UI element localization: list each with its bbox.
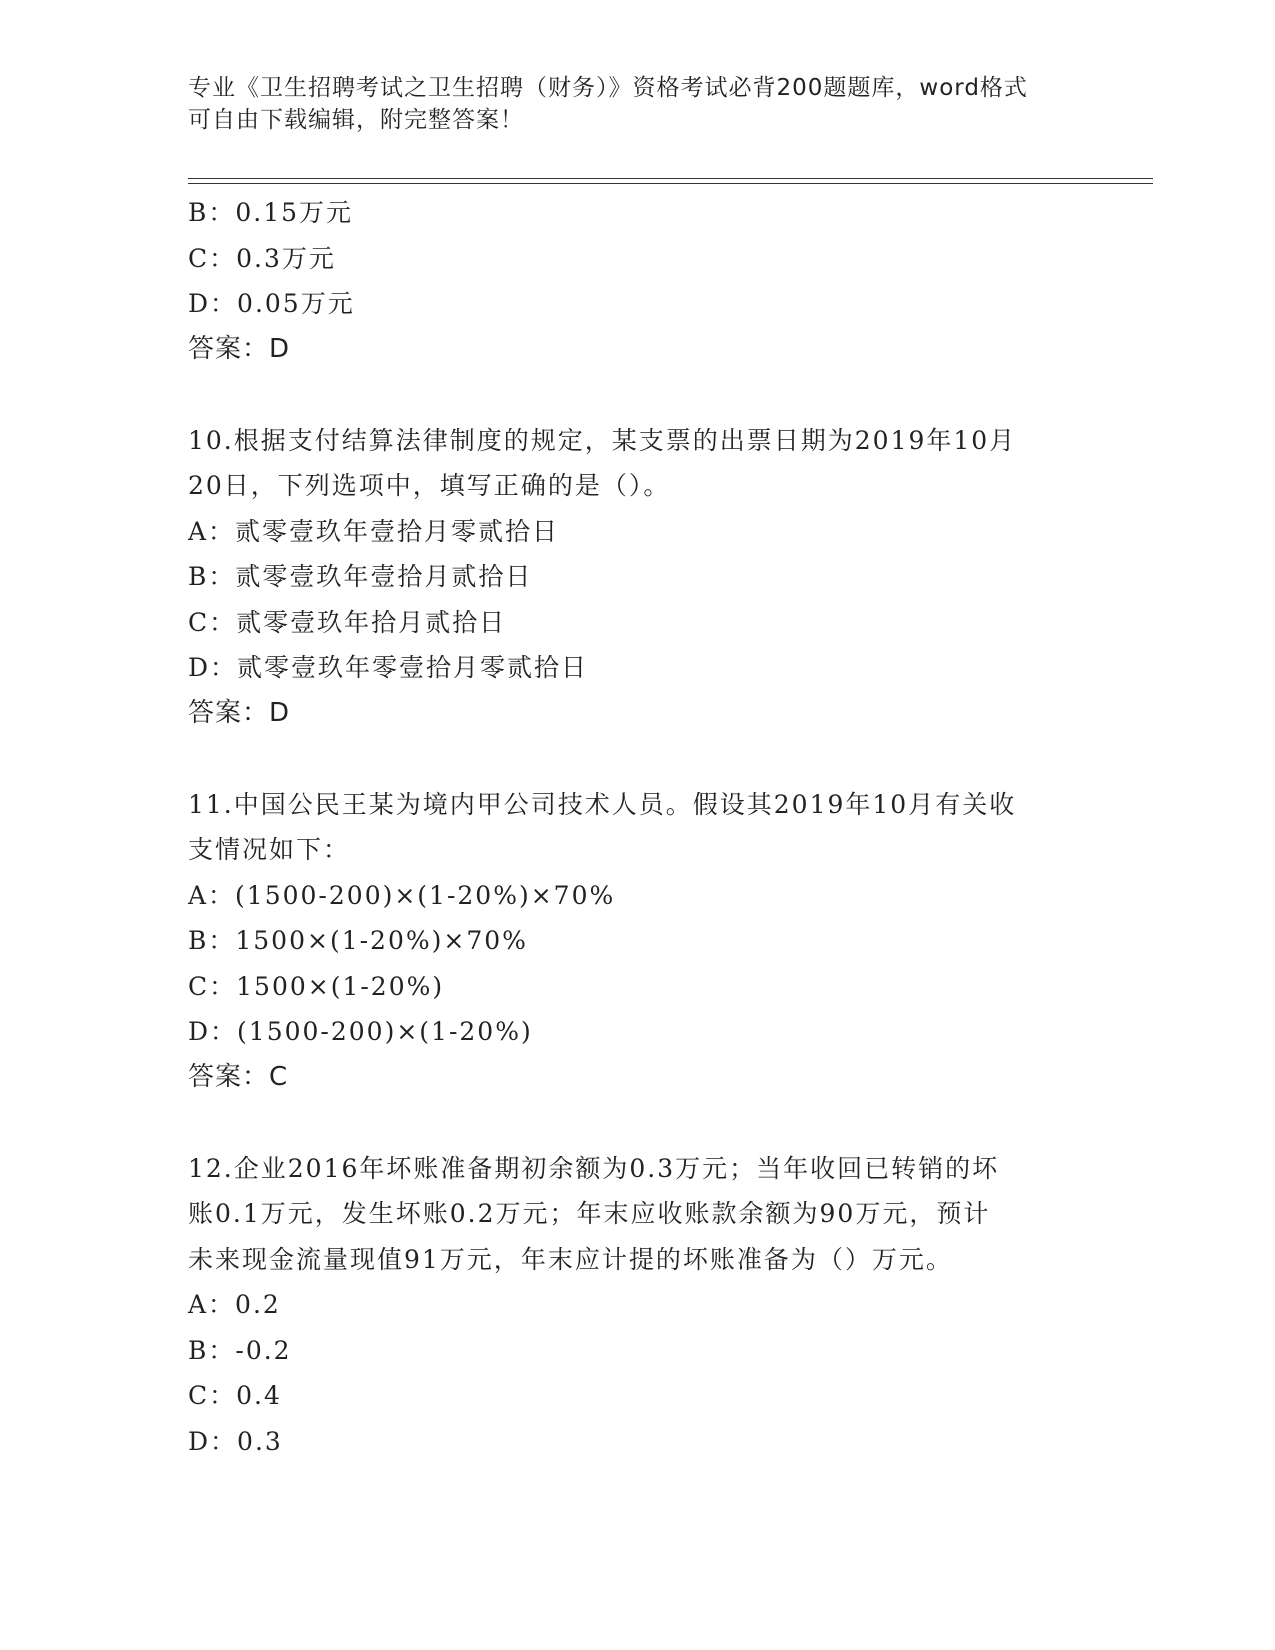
question-9 [188, 190, 1088, 372]
option-c: C：0.3万元 [188, 243, 336, 273]
question-stem-line: 支情况如下： [188, 835, 351, 864]
option-b: B：贰零壹玖年壹拾月贰拾日 [188, 562, 533, 591]
option-d: D：0.3 [188, 1426, 283, 1456]
answer: 答案：D [188, 333, 291, 364]
document-body [188, 190, 1088, 1464]
option-d: D：贰零壹玖年零壹拾月零贰拾日 [188, 653, 589, 682]
option-b: B：-0.2 [188, 1335, 292, 1365]
page-header [188, 72, 1088, 136]
option-b: B：0.15万元 [188, 198, 354, 227]
question-12 [188, 1146, 1088, 1465]
option-b: B：1500×(1-20%)×70% [188, 926, 528, 955]
option-a: A：0.2 [188, 1290, 281, 1319]
question-stem-line: 11.中国公民王某为境内甲公司技术人员。假设其2019年10月有关收 [188, 789, 1017, 819]
question-stem-line: 账0.1万元，发生坏账0.2万元；年末应收账款余额为90万元，预计 [188, 1199, 991, 1228]
question-10 [188, 418, 1088, 737]
spacer [188, 1100, 1088, 1146]
option-d: D：0.05万元 [188, 289, 355, 318]
option-c: C：0.4 [188, 1381, 282, 1410]
question-stem-line: 20日，下列选项中，填写正确的是（）。 [188, 471, 671, 500]
question-stem-line: 10.根据支付结算法律制度的规定，某支票的出票日期为2019年10月 [188, 425, 1017, 455]
spacer [188, 736, 1088, 782]
spacer [188, 372, 1088, 418]
header-line-1: 专业《卫生招聘考试之卫生招聘（财务）》资格考试必背200题题库，word格式 [188, 75, 1028, 101]
header-divider-bottom [188, 183, 1153, 184]
question-stem-line: 12.企业2016年坏账准备期初余额为0.3万元；当年收回已转销的坏 [188, 1153, 1000, 1183]
answer: 答案：D [188, 697, 291, 728]
option-a: A：贰零壹玖年壹拾月零贰拾日 [188, 516, 560, 546]
option-c: C：贰零壹玖年拾月贰拾日 [188, 607, 507, 637]
header-line-2: 可自由下载编辑，附完整答案！ [188, 107, 524, 133]
header-divider-top [188, 178, 1153, 179]
answer: 答案：C [188, 1061, 289, 1092]
option-d: D：(1500-200)×(1-20%) [188, 1017, 533, 1046]
option-a: A：(1500-200)×(1-20%)×70% [188, 880, 616, 910]
question-11 [188, 782, 1088, 1101]
question-stem-line: 未来现金流量现值91万元，年末应计提的坏账准备为（）万元。 [188, 1244, 953, 1274]
option-c: C：1500×(1-20%) [188, 971, 445, 1001]
